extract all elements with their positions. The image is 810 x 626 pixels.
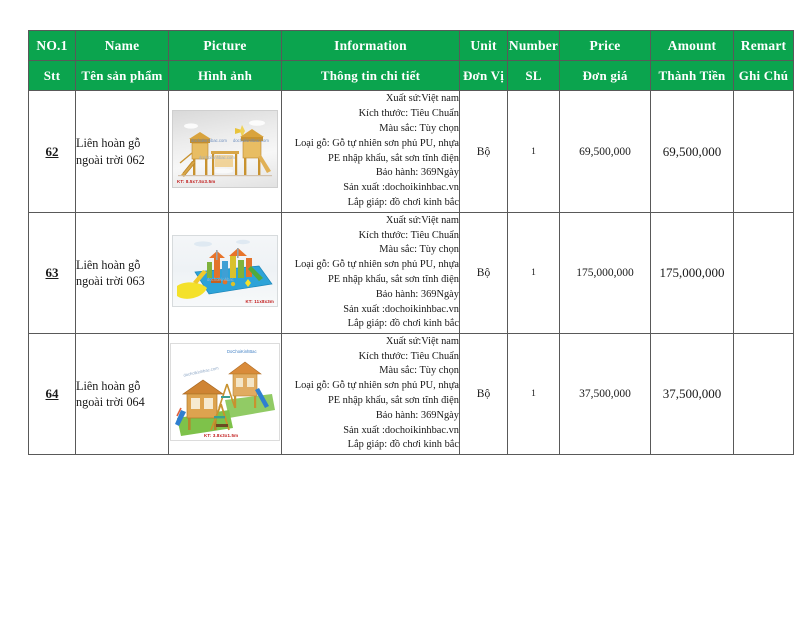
info-line-color: Màu sắc: Tùy chọn: [379, 244, 459, 256]
header-sl: SL: [508, 61, 560, 91]
cell-price: 175,000,000: [560, 213, 651, 334]
cell-picture: [169, 213, 282, 334]
info-line-warranty: Bảo hành: 369Ngày: [375, 167, 459, 179]
header-hinh-anh: Hình ảnh: [169, 61, 282, 91]
cell-remark: [734, 91, 794, 213]
cell-name: Liên hoàn gỗ ngoài trời 063: [76, 213, 169, 334]
info-line-material: Loại gỗ: Gỗ tự nhiên sơn phủ PU, nhựa PE nhập khẩu, sắt sơn tĩnh điện: [294, 380, 459, 406]
info-line-material: Loại gỗ: Gỗ tự nhiên sơn phủ PU, nhựa PE nhập khẩu, sắt sơn tĩnh điện: [294, 259, 459, 285]
header-row-english: [29, 31, 794, 61]
info-line-size: Kích thước: Tiêu Chuẩn: [358, 350, 459, 362]
cell-name: Liên hoàn gỗ ngoài trời 062: [76, 91, 169, 213]
image-watermark: dochoikinhbac.com: [233, 138, 269, 143]
cell-number: 1: [508, 334, 560, 455]
info-line-warranty: Bảo hành: 369Ngày: [375, 288, 459, 300]
header-stt: Stt: [29, 61, 76, 91]
cell-name: Liên hoàn gỗ ngoài trời 064: [76, 334, 169, 455]
cell-remark: [734, 213, 794, 334]
cell-unit: Bộ: [460, 91, 508, 213]
header-price: Price: [560, 31, 651, 61]
cell-information: [282, 334, 460, 455]
info-line-size: Kích thước: Tiêu Chuẩn: [358, 108, 459, 120]
header-information: Information: [282, 31, 460, 61]
cell-number: 1: [508, 213, 560, 334]
product-image-064: [170, 343, 280, 441]
header-don-vi: Đơn Vị: [460, 61, 508, 91]
image-watermark: dochoikinhbac.com: [199, 155, 235, 160]
info-line-origin: Xuất sứ:Việt nam: [385, 214, 459, 226]
header-don-gia: Đơn giá: [560, 61, 651, 91]
image-watermark: DoChoiKinhBac: [227, 348, 257, 354]
header-thanh-tien: Thành Tiền: [651, 61, 734, 91]
header-picture: Picture: [169, 31, 282, 61]
table-row: [29, 213, 794, 334]
info-line-installation: Lắp giáp: đồ chơi kinh bắc: [347, 439, 459, 451]
image-watermark: dochoikinhbac: [207, 276, 234, 282]
cell-stt: 64: [29, 334, 76, 455]
table-row: [29, 91, 794, 213]
header-amount: Amount: [651, 31, 734, 61]
cell-picture: [169, 334, 282, 455]
image-dimension-caption: KT: 11x8x3m: [245, 298, 274, 304]
header-thong-tin-chi-tiet: Thông tin chi tiết: [282, 61, 460, 91]
info-line-manufacturer: Sản xuất :dochoikinhbac.vn: [343, 182, 459, 194]
product-image-062: [172, 110, 278, 188]
image-watermark: dochoikinhbac.com: [182, 364, 219, 378]
cell-price: 69,500,000: [560, 91, 651, 213]
image-dimension-caption: KT: 3.8x3x1.5m: [204, 432, 239, 438]
header-ghi-chu: Ghi Chú: [734, 61, 794, 91]
info-line-size: Kích thước: Tiêu Chuẩn: [358, 229, 459, 241]
info-line-manufacturer: Sản xuất :dochoikinhbac.vn: [343, 424, 459, 436]
playground-illustration-064: [171, 344, 279, 440]
info-line-manufacturer: Sản xuất :dochoikinhbac.vn: [343, 303, 459, 315]
cell-unit: Bộ: [460, 213, 508, 334]
cell-price: 37,500,000: [560, 334, 651, 455]
header-number: Number: [508, 31, 560, 61]
cell-amount: 69,500,000: [651, 91, 734, 213]
info-line-origin: Xuất sứ:Việt nam: [385, 93, 459, 105]
header-remark: Remart: [734, 31, 794, 61]
info-line-material: Loại gỗ: Gỗ tự nhiên sơn phủ PU, nhựa PE nhập khẩu, sắt sơn tĩnh điện: [294, 137, 459, 164]
cell-information: [282, 213, 460, 334]
cell-remark: [734, 334, 794, 455]
cell-amount: 37,500,000: [651, 334, 734, 455]
product-image-063: [172, 235, 278, 307]
image-dimension-caption: KT: 8.5x7.5x3.5m: [177, 179, 216, 184]
playground-illustration-062: [173, 111, 277, 187]
table-header: [29, 31, 794, 91]
info-line-color: Màu sắc: Tùy chọn: [379, 365, 459, 377]
header-no: NO.1: [29, 31, 76, 61]
cell-information: [282, 91, 460, 213]
header-ten-san-pham: Tên sản phẩm: [76, 61, 169, 91]
cell-amount: 175,000,000: [651, 213, 734, 334]
product-price-table: [28, 30, 794, 455]
playground-illustration-063: [173, 236, 277, 306]
header-name: Name: [76, 31, 169, 61]
info-line-color: Màu sắc: Tùy chọn: [379, 122, 459, 134]
table-row: [29, 334, 794, 455]
cell-unit: Bộ: [460, 334, 508, 455]
info-line-origin: Xuất sứ:Việt nam: [385, 335, 459, 347]
info-line-installation: Lắp giáp: đồ chơi kinh bắc: [347, 318, 459, 330]
cell-picture: [169, 91, 282, 213]
cell-stt: 62: [29, 91, 76, 213]
info-line-installation: Lắp giáp: đồ chơi kinh bắc: [347, 196, 459, 208]
header-row-vietnamese: [29, 61, 794, 91]
image-watermark: dochoikinhbac.com: [191, 138, 227, 143]
table-body: [29, 91, 794, 455]
info-line-warranty: Bảo hành: 369Ngày: [375, 409, 459, 421]
cell-stt: 63: [29, 213, 76, 334]
header-unit: Unit: [460, 31, 508, 61]
cell-number: 1: [508, 91, 560, 213]
